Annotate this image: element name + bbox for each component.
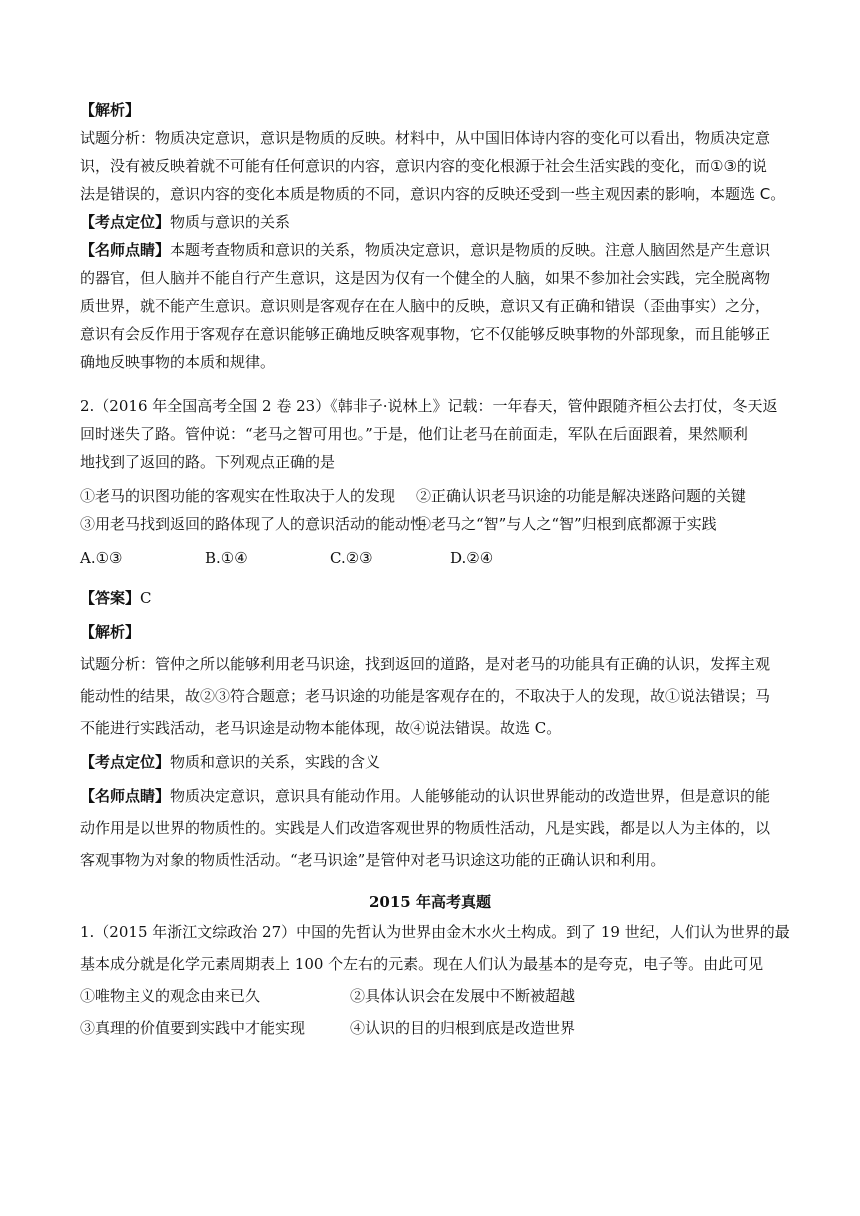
statement: ①唯物主义的观念由来已久 xyxy=(80,987,261,1005)
section-title: 2015 年高考真题 xyxy=(369,893,491,911)
mingshi-line: 确地反映事物的本质和规律。 xyxy=(80,353,276,371)
mingshi-line: 意识有会反作用于客观存在意识能够正确地反映客观事物，它不仅能够反映事物的外部现象，而且能够正 xyxy=(80,325,771,343)
answer-value: C xyxy=(140,589,152,607)
statement: ④认识的目的归根到底是改造世界 xyxy=(350,1019,576,1037)
mingshi-text: 本题考查物质和意识的关系，物质决定意识，意识是物质的反映。注意人脑固然是产生意识 xyxy=(170,241,771,259)
statement: ③用老马找到返回的路体现了人的意识活动的能动性 xyxy=(80,515,426,533)
kaodian-text: 物质和意识的关系，实践的含义 xyxy=(170,753,381,771)
statement-row xyxy=(80,1018,780,1038)
kaodian-line xyxy=(80,752,780,772)
kaodian-label: 【考点定位】 xyxy=(80,753,171,771)
statement: ④老马之“智”与人之“智”归根到底都源于实践 xyxy=(416,515,717,533)
question-stem: 基本成分就是化学元素周期表上 100 个左右的元素。现在人们认为最基本的是夸克，电子等。由此可见 xyxy=(80,955,764,973)
options-row xyxy=(80,548,780,568)
mingshi-line xyxy=(80,786,780,806)
kaodian-line xyxy=(80,212,780,232)
option: A.①③ xyxy=(80,549,123,567)
statement-row xyxy=(80,514,780,534)
analysis-heading: 【解析】 xyxy=(80,623,141,641)
option: D.②④ xyxy=(450,549,494,567)
statement: ②正确认识老马识途的功能是解决迷路问题的关键 xyxy=(416,487,747,505)
mingshi-line: 质世界，就不能产生意识。意识则是客观存在在人脑中的反映，意识又有正确和错误（歪曲事实）之分， xyxy=(80,297,771,315)
question-stem: 回时迷失了路。管仲说：“老马之智可用也。”于是，他们让老马在前面走，军队在后面跟着，果然顺利 xyxy=(80,425,748,443)
statement: ①老马的识图功能的客观实在性取决于人的发现 xyxy=(80,487,396,505)
question-stem: 地找到了返回的路。下列观点正确的是 xyxy=(80,453,336,471)
option: C.②③ xyxy=(330,549,373,567)
statement: ②具体认识会在发展中不断被超越 xyxy=(350,987,576,1005)
mingshi-line: 的器官，但人脑并不能自行产生意识，这是因为仅有一个健全的人脑，如果不参加社会实践，完全脱离物 xyxy=(80,269,771,287)
kaodian-text: 物质与意识的关系 xyxy=(170,213,291,231)
analysis-line: 能动性的结果，故②③符合题意；老马识途的功能是客观存在的，不取决于人的发现，故①说法错误；马 xyxy=(80,687,771,705)
mingshi-label: 【名师点睛】 xyxy=(80,241,171,259)
analysis-line: 不能进行实践活动，老马识途是动物本能体现，故④说法错误。故选 C。 xyxy=(80,719,562,737)
question-stem: 2.（2016 年全国高考全国 2 卷 23）《韩非子·说林上》记载：一年春天，管仲跟随齐桓公去打仗，冬天返 xyxy=(80,397,778,415)
kaodian-label: 【考点定位】 xyxy=(80,213,171,231)
answer-label: 【答案】 xyxy=(80,589,141,607)
statement: ③真理的价值要到实践中才能实现 xyxy=(80,1019,306,1037)
analysis-line: 法是错误的，意识内容的变化本质是物质的不同，意识内容的反映还受到一些主观因素的影响，本题选 C。 xyxy=(80,185,786,203)
answer-line xyxy=(80,588,780,608)
mingshi-label: 【名师点睛】 xyxy=(80,787,171,805)
statement-row xyxy=(80,986,780,1006)
analysis-line: 试题分析：管仲之所以能够利用老马识途，找到返回的道路，是对老马的功能具有正确的认识，发挥主观 xyxy=(80,655,771,673)
option: B.①④ xyxy=(205,549,248,567)
analysis-line: 试题分析：物质决定意识，意识是物质的反映。材料中，从中国旧体诗内容的变化可以看出，物质决定意 xyxy=(80,129,771,147)
mingshi-text: 物质决定意识，意识具有能动作用。人能够能动的认识世界能动的改造世界，但是意识的能 xyxy=(170,787,771,805)
statement-row xyxy=(80,486,780,506)
question-stem: 1.（2015 年浙江文综政治 27）中国的先哲认为世界由金木水火土构成。到了 19 世纪，人们认为世界的最 xyxy=(80,923,790,941)
analysis-heading: 【解析】 xyxy=(80,101,141,119)
mingshi-line xyxy=(80,240,780,260)
analysis-line: 识，没有被反映着就不可能有任何意识的内容，意识内容的变化根源于社会生活实践的变化，而①③的说 xyxy=(80,157,767,175)
mingshi-line: 客观事物为对象的物质性活动。“老马识途”是管仲对老马识途这功能的正确认识和利用。 xyxy=(80,851,666,869)
mingshi-line: 动作用是以世界的物质性的。实践是人们改造客观世界的物质性活动，凡是实践，都是以人为主体的，以 xyxy=(80,819,771,837)
